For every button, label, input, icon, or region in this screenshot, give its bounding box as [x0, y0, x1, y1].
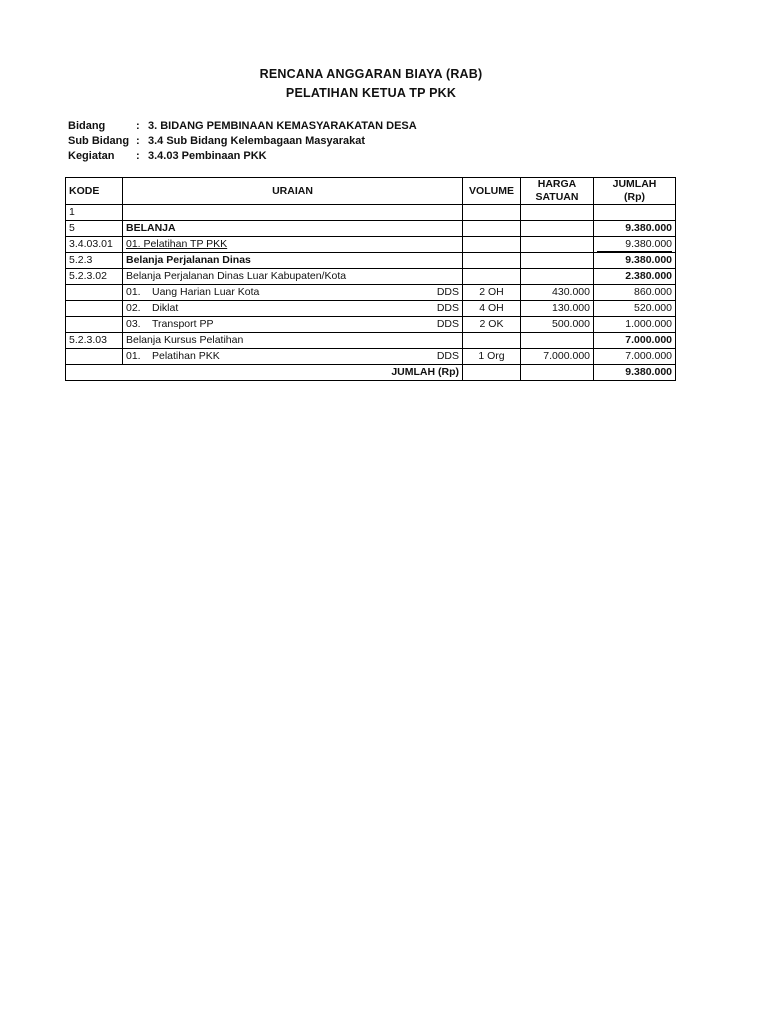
cell-kode: [66, 285, 123, 301]
table-row: [66, 333, 676, 349]
cell-harga: 130.000: [521, 301, 594, 317]
cell-volume: [463, 205, 521, 221]
cell-uraian: Belanja Kursus Pelatihan: [123, 333, 463, 349]
cell-jumlah: 860.000: [594, 285, 676, 301]
cell-kode: 5.2.3.03: [66, 333, 123, 349]
cell-harga: 430.000: [521, 285, 594, 301]
cell-harga: 7.000.000: [521, 349, 594, 365]
item-label: Uang Harian Luar Kota: [152, 286, 260, 298]
header-jumlah: [594, 178, 676, 205]
table-row: [66, 253, 676, 269]
funding-source: DDS: [436, 318, 459, 330]
document-subtitle: PELATIHAN KETUA TP PKK: [285, 86, 457, 100]
activity-name: 01. Pelatihan TP PKK: [126, 238, 228, 250]
item-number: 03.: [126, 318, 141, 330]
cell-kode: 5.2.3: [66, 253, 123, 269]
meta-label: Sub Bidang: [68, 135, 130, 147]
subtotal-value: 9.380.000: [597, 238, 672, 252]
cell-harga: [521, 253, 594, 269]
cell-harga: [521, 205, 594, 221]
meta-label: Kegiatan: [68, 150, 115, 162]
cell-jumlah: 9.380.000: [594, 253, 676, 269]
cell-jumlah: 520.000: [594, 301, 676, 317]
table-row: [66, 205, 676, 221]
cell-volume: [463, 333, 521, 349]
item-number: 01.: [126, 350, 141, 362]
cell-harga: [521, 221, 594, 237]
meta-sub-bidang: [68, 134, 417, 149]
cell-jumlah: [594, 237, 676, 253]
cell-uraian: [123, 301, 463, 317]
total-label: JUMLAH (Rp): [66, 365, 463, 381]
cell-volume: [463, 269, 521, 285]
meta-value: 3. BIDANG PEMBINAAN KEMASYARAKATAN DESA: [148, 120, 417, 132]
cell-kode: [66, 317, 123, 333]
meta-value: 3.4.03 Pembinaan PKK: [148, 150, 267, 162]
meta-kegiatan: [68, 149, 417, 164]
uraian-wrap: [126, 318, 459, 331]
cell-kode: 5: [66, 221, 123, 237]
cell-harga: [521, 237, 594, 253]
cell-kode: 1: [66, 205, 123, 221]
item-description: [126, 350, 220, 363]
cell-kode: 5.2.3.02: [66, 269, 123, 285]
meta-bidang: [68, 119, 417, 134]
cell-uraian: Belanja Perjalanan Dinas Luar Kabupaten/Kota: [123, 269, 463, 285]
cell-volume: [463, 221, 521, 237]
table-header-row: [66, 178, 676, 205]
cell-volume: [463, 253, 521, 269]
header-kode: KODE: [66, 178, 123, 205]
item-description: [126, 286, 259, 299]
funding-source: DDS: [436, 302, 459, 314]
cell-jumlah: 9.380.000: [594, 221, 676, 237]
meta-value: 3.4 Sub Bidang Kelembagaan Masyarakat: [148, 135, 366, 147]
meta-separator: :: [136, 120, 140, 132]
document-title: RENCANA ANGGARAN BIAYA (RAB): [259, 67, 483, 81]
funding-source: DDS: [436, 350, 459, 362]
cell-kode: 3.4.03.01: [66, 237, 123, 253]
uraian-wrap: [126, 302, 459, 315]
cell-jumlah: 7.000.000: [594, 349, 676, 365]
cell-volume: [463, 365, 521, 381]
cell-uraian: [123, 317, 463, 333]
header-volume: VOLUME: [463, 178, 521, 205]
table-row: [66, 317, 676, 333]
cell-volume: 1 Org: [463, 349, 521, 365]
cell-jumlah: 7.000.000: [594, 333, 676, 349]
cell-jumlah: 2.380.000: [594, 269, 676, 285]
cell-harga: [521, 269, 594, 285]
table-row: [66, 349, 676, 365]
meta-label: Bidang: [68, 120, 106, 132]
cell-jumlah: 1.000.000: [594, 317, 676, 333]
table-row: [66, 237, 676, 253]
cell-volume: [463, 237, 521, 253]
uraian-wrap: [126, 350, 459, 363]
item-description: [126, 302, 178, 315]
table-row: [66, 269, 676, 285]
item-number: 01.: [126, 286, 141, 298]
item-label: Transport PP: [152, 318, 214, 330]
cell-kode: [66, 301, 123, 317]
header-jumlah-line2: (Rp): [624, 191, 645, 203]
cell-harga: [521, 333, 594, 349]
cell-uraian: [123, 237, 463, 253]
meta-separator: :: [136, 150, 140, 162]
cell-uraian: [123, 349, 463, 365]
cell-kode: [66, 349, 123, 365]
header-jumlah-line1: JUMLAH: [612, 178, 657, 190]
header-harga-line1: HARGA: [537, 178, 577, 190]
cell-harga: 500.000: [521, 317, 594, 333]
item-number: 02.: [126, 302, 141, 314]
cell-uraian: BELANJA: [123, 221, 463, 237]
meta-separator: :: [136, 135, 140, 147]
cell-jumlah: [594, 205, 676, 221]
table-row: [66, 285, 676, 301]
cell-volume: 4 OH: [463, 301, 521, 317]
table-row: [66, 301, 676, 317]
item-label: Diklat: [152, 302, 179, 314]
cell-uraian: [123, 285, 463, 301]
cell-uraian: Belanja Perjalanan Dinas: [123, 253, 463, 269]
header-harga-satuan: [521, 178, 594, 205]
activity-info: [68, 119, 417, 164]
item-description: [126, 318, 213, 331]
cell-uraian: [123, 205, 463, 221]
header-harga-line2: SATUAN: [535, 191, 579, 203]
header-uraian: URAIAN: [123, 178, 463, 205]
table-row: [66, 221, 676, 237]
funding-source: DDS: [436, 286, 459, 298]
uraian-wrap: [126, 286, 459, 299]
cell-volume: 2 OH: [463, 285, 521, 301]
cell-volume: 2 OK: [463, 317, 521, 333]
total-row: [66, 365, 676, 381]
budget-table: [65, 177, 676, 381]
item-label: Pelatihan PKK: [152, 350, 220, 362]
cell-harga: [521, 365, 594, 381]
total-value: 9.380.000: [594, 365, 676, 381]
